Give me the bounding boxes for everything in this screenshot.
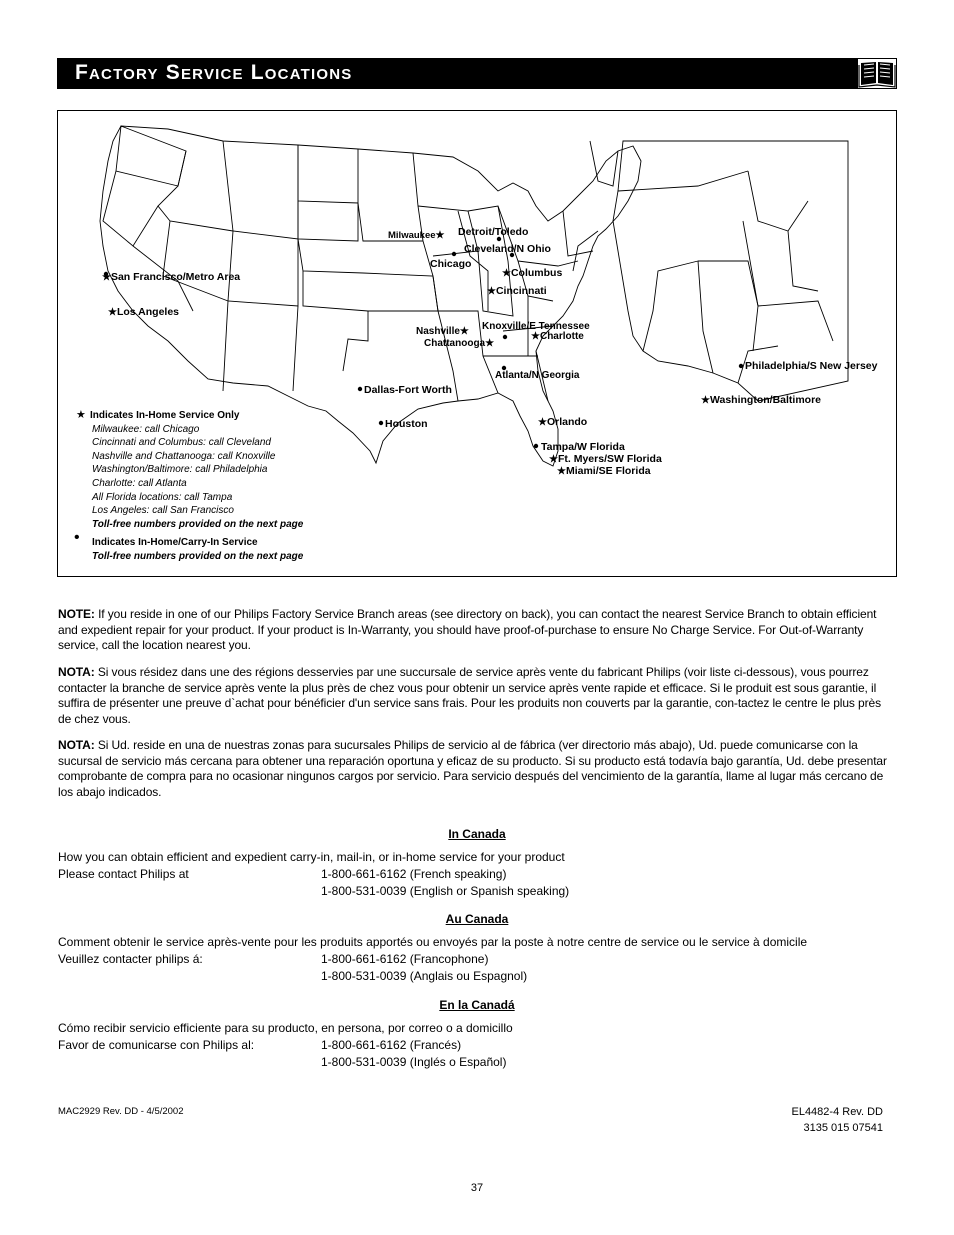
- phone-number: 1-800-661-6162 (Francés): [321, 1038, 462, 1052]
- city-columbus: ★Columbus: [502, 267, 563, 279]
- star-marker-icon: ★: [557, 466, 566, 477]
- city-tampa: Tampa/W Florida: [541, 441, 625, 453]
- city-knoxville: Knoxville/E Tennessee: [482, 321, 590, 332]
- star-marker-icon: ★: [487, 286, 496, 297]
- phone-number: 1-800-531-0039 (Anglais ou Espagnol): [321, 969, 528, 983]
- phone-number: 1-800-661-6162 (French speaking): [321, 867, 507, 881]
- city-houston: Houston: [385, 418, 428, 430]
- city-ft-myers: ★Ft. Myers/SW Florida: [549, 453, 662, 465]
- city-cleveland: Cleveland/N Ohio: [464, 243, 551, 255]
- note-english: NOTE: If you reside in one of our Philips Factory Service Branch areas (see directory on back), you can contact the nearest Service Branch to obtain efficient and expedient repair for your product. If your product is In-Warranty, you should have proof-of-purchase to ensure No Charge Service. For Out-of-Warranty service, call the location nearest you.: [58, 607, 877, 653]
- star-marker-icon: ★: [459, 326, 469, 337]
- city-miami: ★Miami/SE Florida: [557, 465, 651, 477]
- city-chicago: Chicago: [430, 258, 472, 270]
- legend-note: Cincinnati and Columbus: call Cleveland: [92, 437, 271, 448]
- canada-intro: Cómo recibir servicio efficiente para su producto, en persona, por correo o a domicillo: [58, 1021, 513, 1035]
- phone-number: 1-800-661-6162 (Francophone): [321, 952, 489, 966]
- canada-heading-spanish: En la Canadá: [439, 998, 515, 1012]
- canada-contact-label: Please contact Philips at: [58, 867, 189, 881]
- phone-number: 1-800-531-0039 (Inglés o Español): [321, 1055, 507, 1069]
- city-cincinnati: ★Cincinnati: [487, 285, 547, 297]
- star-marker-icon: ★: [435, 230, 445, 241]
- document-code-left: MAC2929 Rev. DD - 4/5/2002: [58, 1106, 184, 1117]
- city-orlando: ★Orlando: [538, 416, 588, 428]
- dot-legend-icon: •: [74, 529, 80, 546]
- star-marker-icon: ★: [108, 307, 117, 318]
- legend-note: Nashville and Chattanooga: call Knoxville: [92, 451, 276, 462]
- star-marker-icon: ★: [701, 395, 710, 406]
- page-title: Factory Service Locations: [75, 61, 353, 84]
- star-marker-icon: ★: [531, 331, 540, 342]
- star-marker-icon: ★: [538, 417, 547, 428]
- part-number: 3135 015 07541: [803, 1122, 883, 1134]
- city-charlotte: ★Charlotte: [531, 331, 584, 342]
- city-washington: ★Washington/Baltimore: [701, 394, 821, 406]
- phone-number: 1-800-531-0039 (English or Spanish speaking): [321, 884, 570, 898]
- city-san-francisco: ★San Francisco/Metro Area: [102, 271, 241, 283]
- open-book-icon: [857, 58, 897, 89]
- title-bar: [57, 58, 897, 89]
- service-locations-map: [57, 110, 897, 577]
- note-spanish: NOTA: Si Ud. reside en una de nuestras zonas para sucursales Philips de servicio al de fábrica (ver directorio más abajo), Ud. puede comunicarse con la sucursal de servicio más cercana para obtener una reparación oportuna y eficaz de su producto. Si su producto está todavía bajo garantía, Ud. debe presentar comprobante de compra para no ocasionar ningunos cargos por servicio. Para servicio después del vencimiento de la garantía, llame al lugar más cercano de los abajo indicados.: [58, 738, 887, 799]
- city-detroit: Detroit/Toledo: [458, 226, 529, 238]
- city-milwaukee: Milwaukee★: [388, 230, 445, 241]
- document-code-right: EL4482-4 Rev. DD: [791, 1106, 883, 1118]
- star-marker-icon: ★: [549, 454, 558, 465]
- canada-intro: Comment obtenir le service après-vente pour les produits apportés ou envoyés par la poste à notre centre de service ou le service à domicile: [58, 935, 808, 949]
- legend-note: Washington/Baltimore: call Philadelphia: [92, 464, 268, 475]
- legend-note: Charlotte: call Atlanta: [92, 478, 187, 489]
- star-legend-icon: ★: [76, 409, 86, 421]
- star-marker-icon: ★: [485, 338, 495, 349]
- canada-contact-label: Favor de comunicarse con Philips al:: [58, 1038, 255, 1052]
- city-philadelphia: Philadelphia/S New Jersey: [745, 360, 878, 372]
- city-atlanta: Atlanta/N Georgia: [495, 370, 580, 381]
- page-number: 37: [470, 1182, 484, 1194]
- star-marker-icon: ★: [102, 272, 111, 283]
- canada-contact-label: Veuillez contacter philips á:: [58, 952, 203, 966]
- canada-heading-french: Au Canada: [445, 912, 509, 926]
- legend-tollfree-note: Toll-free numbers provided on the next page: [92, 551, 304, 562]
- legend-star-title: Indicates In-Home Service Only: [90, 410, 240, 421]
- legend-tollfree-note: Toll-free numbers provided on the next page: [92, 519, 304, 530]
- canada-intro: How you can obtain efficient and expedient carry-in, mail-in, or in-home service for your product: [58, 850, 565, 864]
- note-french: NOTA: Si vous résidez dans une des régions desservies par une succursale de service après vente du fabricant Philips (voir liste ci-dessous), vous pourrez contacter la branche de service après vente la plus près de chez vous pour obtenir un service après vente rapide et efficace. Si le produit est sous garantie, il suffira de présenter une preuve d`achat pour bénéficier d'un service sans frais. Pour les produits non couverts par la garantie, con-tactez le centre le plus près de chez vous.: [58, 665, 881, 726]
- legend-note: All Florida locations: call Tampa: [92, 492, 233, 503]
- city-chattanooga: Chattanooga★: [424, 338, 495, 349]
- star-marker-icon: ★: [502, 268, 511, 279]
- legend-dot-title: Indicates In-Home/Carry-In Service: [92, 537, 258, 548]
- legend-note: Milwaukee: call Chicago: [92, 424, 200, 435]
- legend-note: Los Angeles: call San Francisco: [92, 505, 234, 516]
- city-nashville: Nashville★: [416, 326, 469, 337]
- city-dallas: Dallas-Fort Worth: [364, 384, 452, 396]
- canada-heading-english: In Canada: [448, 827, 506, 841]
- city-los-angeles: ★Los Angeles: [108, 306, 180, 318]
